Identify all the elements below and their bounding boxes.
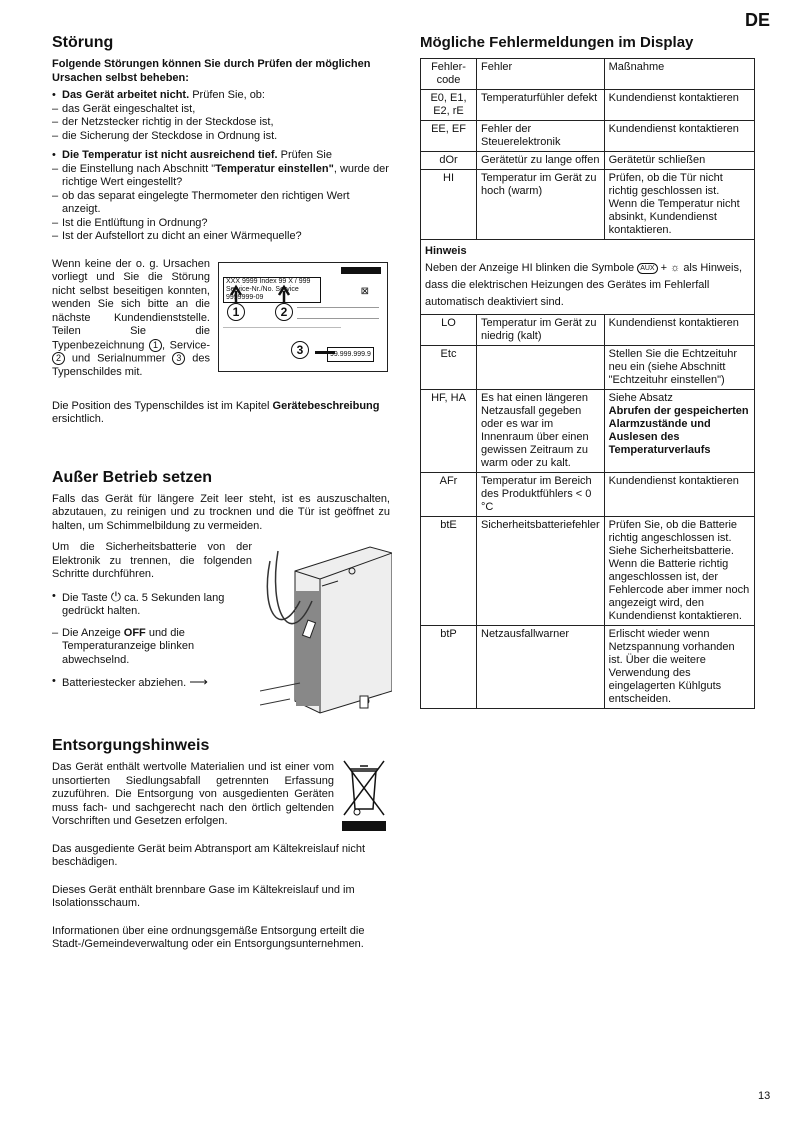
battery-intro: Um die Sicherheitsbatterie von der Elektronik zu trennen, die folgenden Schritte durchführen. — [52, 541, 252, 580]
battery-block — [52, 541, 390, 723]
battery-step: – Die Anzeige OFF und die Temperaturanzeige blinken abwechselnd. — [52, 626, 195, 666]
stoerung-intro: Folgende Störungen können Sie durch Prüfen der möglichen Ursachen selbst beheben: — [52, 58, 371, 84]
error-table — [420, 58, 755, 709]
typenschild-text: Wenn keine der o. g. Ursachen vorliegt und Sie die Störung nicht selbst beseitigen konnten, wenden Sie sich bitte an die nächste Kundendienststelle. Teilen Sie die Typenbezeichnung 1 , Service- 2 und Serialnummer 3 des Typenschildes mit. — [52, 257, 210, 379]
right-column — [420, 34, 756, 709]
table-row: HI Temperatur im Gerät zu hoch (warm) Prüfen, ob die Tür nicht richtig geschlossen ist. Wenn die Temperatur nicht absinkt, Kundendienst kontaktieren. — [421, 170, 755, 240]
power-icon: ⏻ — [110, 588, 122, 604]
page-number: 13 — [758, 1090, 771, 1102]
callout-1: 1 — [227, 303, 245, 321]
entsorgung-text-3: Dieses Gerät enthält brennbare Gase im Kältekreislauf und im Isolationsschaum. — [52, 883, 355, 909]
plate-labels: XXX 9999 Index 99 X / 999 Service-Nr./No. Service 9999999-09 — [223, 277, 321, 303]
list-item: – der Netzstecker richtig in der Steckdose ist, — [52, 116, 274, 128]
crossed-bin-icon — [342, 759, 386, 831]
table-row: btE Sicherheitsbatteriefehler Prüfen Sie, ob die Batterie richtig angeschlossen ist. Siehe Sicherheitsbatterie. Wenn die Batterie richtig angeschlossen ist, der Fehlercode aber immer noch angezeigt wird, den Kundendienst kontaktieren. — [421, 517, 755, 626]
entsorgung-text-4: Informationen über eine ordnungsgemäße Entsorgung erteilt die Stadt-/Gemeindeverwaltung oder ein Entsorgungsunternehmen. — [52, 924, 365, 950]
trash-mini-icon: ⊠ — [360, 285, 369, 297]
arrow-right-icon: ⟶ — [189, 674, 208, 689]
typenschild-position: Die Position des Typenschildes ist im Kapitel Gerätebeschreibung ersichtlich. — [52, 399, 380, 425]
list-item: – Ist der Aufstellort zu dicht an einer Wärmequelle? — [52, 230, 302, 242]
table-row: E0, E1, E2, rE Temperaturfühler defekt Kundendienst kontaktieren — [421, 90, 755, 121]
list-item: – Ist die Entlüftung in Ordnung? — [52, 216, 208, 229]
ausser-betrieb-intro: Falls das Gerät für längere Zeit leer steht, ist es auszuschalten, abzutauen, zu reinigen und zu trocknen und die Tür ist geöffnet zu halten, um Schimmelbildung zu vermeiden. — [52, 492, 390, 532]
section-title-stoerung: Störung — [52, 34, 114, 51]
list-item: – die Einstellung nach Abschnitt "Temperatur einstellen", wurde der richtige Wert eingestellt? — [52, 162, 389, 188]
battery-step: • Die Taste ⏻ ca. 5 Sekunden lang gedrückt halten. — [52, 588, 225, 617]
entsorgung-text-1: Das Gerät enthält wertvolle Materialien und ist einer vom unsortierten Siedlungsabfall getrennten Erfassung zuzuführen. Die Entsorgung von ausgedienten Geräten muss fach- und sachgerecht nach den örtlich geltenden Vorschriften und Gesetzen erfolgen. — [52, 761, 334, 827]
hinweis-cell: Hinweis Neben der Anzeige HI blinken die Symbole AUX + ☼ als Hinweis, dass die elektrischen Heizungen des Gerätes im Fehlerfall automatisch deaktiviert sind. — [421, 240, 755, 315]
check-list-1 — [52, 89, 390, 143]
language-tag: DE — [745, 10, 771, 30]
entsorgung-block — [52, 761, 390, 829]
typenschild-block — [52, 258, 390, 390]
bullet-item: • Das Gerät arbeitet nicht. Prüfen Sie, ob: — [52, 89, 265, 101]
table-row: btP Netzausfallwarner Erlischt wieder wenn Netzspannung vorhanden ist. Über die weitere Verwendung des eingelagerten Kühlguts entscheiden. — [421, 626, 755, 709]
plate-serial: 99.999.999.9 — [327, 347, 374, 363]
table-row: HF, HA Es hat einen längeren Netzausfall gegeben oder es war im Innenraum über einen gewissen Zeitraum zu warm oder zu kalt. Siehe Absatz Abrufen der gespeicherten Alarmzustände und Auslesen des Temperaturverlaufs — [421, 390, 755, 473]
section-title-entsorgung: Entsorgungshinweis — [52, 737, 210, 754]
callout-2: 2 — [275, 303, 293, 321]
aux-icon: AUX — [637, 263, 657, 274]
list-item: – ob das separat eingelegte Thermometer den richtigen Wert anzeigt. — [52, 189, 350, 215]
table-row: Etc Stellen Sie die Echtzeituhr neu ein (siehe Abschnitt "Echtzeituhr einstellen") — [421, 346, 755, 390]
battery-steps — [52, 541, 252, 691]
check-list-2 — [52, 149, 390, 244]
header-massnahme: Maßnahme — [604, 59, 754, 90]
section-title-fehlermeldungen: Mögliche Fehlermeldungen im Display — [420, 34, 694, 51]
table-row: dOr Gerätetür zu lange offen Gerätetür schließen — [421, 152, 755, 170]
table-row: EE, EF Fehler der Steuerelektronik Kundendienst kontaktieren — [421, 121, 755, 152]
hinweis-row — [421, 240, 755, 315]
left-column — [52, 34, 390, 952]
header-fehler: Fehler — [477, 59, 605, 90]
type-plate-illustration — [218, 262, 388, 372]
fridge-battery-illustration — [260, 541, 392, 717]
battery-step-list — [52, 590, 252, 691]
hinweis-title: Hinweis — [425, 245, 467, 257]
header-code: Fehler-code — [421, 59, 477, 90]
list-item: – die Sicherung der Steckdose in Ordnung ist. — [52, 129, 278, 142]
table-header-row — [421, 59, 755, 90]
plate-arrows — [219, 263, 387, 371]
table-row: AFr Temperatur im Bereich des Produktfühlers < 0 °C Kundendienst kontaktieren — [421, 473, 755, 517]
table-row: LO Temperatur im Gerät zu niedrig (kalt) Kundendienst kontaktieren — [421, 315, 755, 346]
callout-3: 3 — [291, 341, 309, 359]
battery-step: • Batteriestecker abziehen. ⟶ — [52, 674, 208, 689]
sun-heater-icon: ☼ — [670, 262, 681, 274]
list-item: – das Gerät eingeschaltet ist, — [52, 102, 196, 115]
entsorgung-text-2: Das ausgediente Gerät beim Abtransport am Kältekreislauf nicht beschädigen. — [52, 842, 366, 868]
bullet-item: • Die Temperatur ist nicht ausreichend tief. Prüfen Sie — [52, 149, 332, 161]
section-title-ausser-betrieb: Außer Betrieb setzen — [52, 468, 213, 486]
